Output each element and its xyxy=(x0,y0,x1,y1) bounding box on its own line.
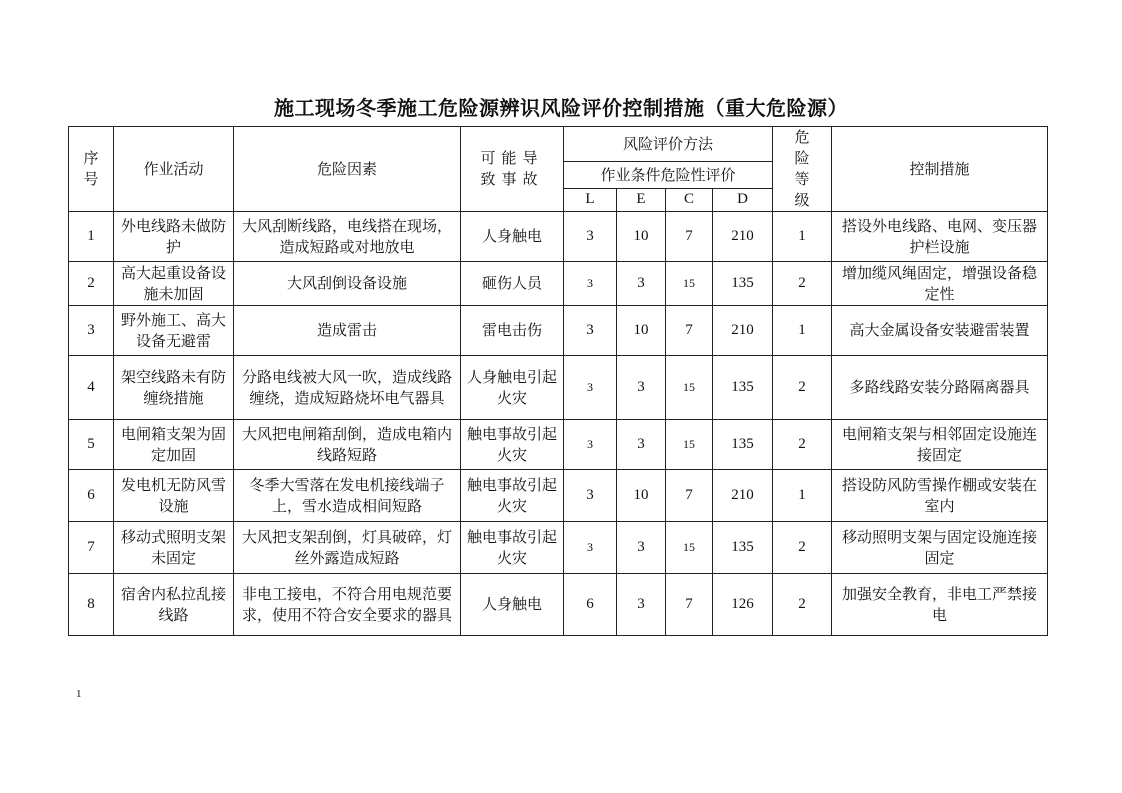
cell-accident: 人身触电 xyxy=(461,574,564,636)
cell-measure: 搭设防风防雪操作棚或安装在室内 xyxy=(832,470,1048,522)
cell-l: 3 xyxy=(564,522,617,574)
header-method: 风险评价方法 xyxy=(564,127,773,162)
cell-activity: 高大起重设备设施未加固 xyxy=(114,262,234,306)
header-accident: 可能导致事故 xyxy=(461,127,564,212)
cell-c: 15 xyxy=(666,356,713,420)
cell-level: 1 xyxy=(773,306,832,356)
cell-d: 210 xyxy=(713,306,773,356)
cell-d: 210 xyxy=(713,470,773,522)
cell-measure: 搭设外电线路、电网、变压器护栏设施 xyxy=(832,212,1048,262)
header-c: C xyxy=(666,188,713,211)
cell-c: 7 xyxy=(666,306,713,356)
cell-measure: 加强安全教育，非电工严禁接电 xyxy=(832,574,1048,636)
header-level: 危险等级 xyxy=(773,127,832,212)
cell-seq: 2 xyxy=(69,262,114,306)
cell-level: 1 xyxy=(773,212,832,262)
cell-l: 3 xyxy=(564,212,617,262)
hazard-table xyxy=(68,126,1048,636)
header-measure: 控制措施 xyxy=(832,127,1048,212)
cell-level: 2 xyxy=(773,356,832,420)
cell-l: 3 xyxy=(564,420,617,470)
cell-e: 10 xyxy=(617,306,666,356)
cell-activity: 野外施工、高大设备无避雷 xyxy=(114,306,234,356)
cell-c: 15 xyxy=(666,522,713,574)
cell-accident: 触电事故引起火灾 xyxy=(461,470,564,522)
cell-activity: 移动式照明支架未固定 xyxy=(114,522,234,574)
cell-d: 135 xyxy=(713,522,773,574)
cell-d: 126 xyxy=(713,574,773,636)
cell-activity: 外电线路未做防护 xyxy=(114,212,234,262)
cell-l: 3 xyxy=(564,356,617,420)
cell-accident: 砸伤人员 xyxy=(461,262,564,306)
cell-seq: 1 xyxy=(69,212,114,262)
cell-seq: 5 xyxy=(69,420,114,470)
cell-level: 1 xyxy=(773,470,832,522)
cell-accident: 触电事故引起火灾 xyxy=(461,420,564,470)
table-row xyxy=(69,262,1048,306)
cell-e: 3 xyxy=(617,420,666,470)
page-number: 1 xyxy=(76,688,82,700)
cell-factor: 非电工接电，不符合用电规范要求，使用不符合安全要求的器具 xyxy=(234,574,461,636)
table-row xyxy=(69,306,1048,356)
cell-factor: 大风刮倒设备设施 xyxy=(234,262,461,306)
cell-l: 3 xyxy=(564,306,617,356)
cell-c: 7 xyxy=(666,574,713,636)
cell-factor: 大风刮断线路，电线搭在现场，造成短路或对地放电 xyxy=(234,212,461,262)
cell-measure: 高大金属设备安装避雷装置 xyxy=(832,306,1048,356)
cell-accident: 人身触电引起火灾 xyxy=(461,356,564,420)
cell-d: 135 xyxy=(713,356,773,420)
cell-activity: 电闸箱支架为固定加固 xyxy=(114,420,234,470)
table-row xyxy=(69,420,1048,470)
cell-e: 3 xyxy=(617,522,666,574)
cell-l: 3 xyxy=(564,262,617,306)
header-d: D xyxy=(713,188,773,211)
cell-factor: 造成雷击 xyxy=(234,306,461,356)
table-row xyxy=(69,574,1048,636)
cell-e: 3 xyxy=(617,574,666,636)
cell-seq: 6 xyxy=(69,470,114,522)
cell-l: 3 xyxy=(564,470,617,522)
header-factor: 危险因素 xyxy=(234,127,461,212)
header-seq: 序号 xyxy=(69,127,114,212)
cell-c: 7 xyxy=(666,212,713,262)
cell-activity: 宿舍内私拉乱接线路 xyxy=(114,574,234,636)
cell-seq: 4 xyxy=(69,356,114,420)
cell-level: 2 xyxy=(773,574,832,636)
table-row xyxy=(69,212,1048,262)
cell-c: 15 xyxy=(666,262,713,306)
cell-d: 210 xyxy=(713,212,773,262)
table-row xyxy=(69,356,1048,420)
cell-accident: 触电事故引起火灾 xyxy=(461,522,564,574)
cell-activity: 发电机无防风雪设施 xyxy=(114,470,234,522)
cell-level: 2 xyxy=(773,262,832,306)
cell-measure: 增加缆风绳固定，增强设备稳定性 xyxy=(832,262,1048,306)
cell-level: 2 xyxy=(773,522,832,574)
cell-factor: 冬季大雪落在发电机接线端子上，雪水造成相间短路 xyxy=(234,470,461,522)
header-l: L xyxy=(564,188,617,211)
cell-c: 15 xyxy=(666,420,713,470)
table-row xyxy=(69,522,1048,574)
document-title: 施工现场冬季施工危险源辨识风险评价控制措施（重大危险源） xyxy=(274,96,848,120)
cell-seq: 3 xyxy=(69,306,114,356)
cell-seq: 7 xyxy=(69,522,114,574)
header-lec: 作业条件危险性评价 xyxy=(564,162,773,188)
cell-measure: 移动照明支架与固定设施连接固定 xyxy=(832,522,1048,574)
cell-factor: 大风把电闸箱刮倒，造成电箱内线路短路 xyxy=(234,420,461,470)
cell-d: 135 xyxy=(713,262,773,306)
cell-accident: 人身触电 xyxy=(461,212,564,262)
header-activity: 作业活动 xyxy=(114,127,234,212)
cell-measure: 电闸箱支架与相邻固定设施连接固定 xyxy=(832,420,1048,470)
cell-d: 135 xyxy=(713,420,773,470)
cell-e: 10 xyxy=(617,470,666,522)
cell-l: 6 xyxy=(564,574,617,636)
cell-activity: 架空线路未有防缠绕措施 xyxy=(114,356,234,420)
cell-factor: 分路电线被大风一吹，造成线路缠绕，造成短路烧坏电气器具 xyxy=(234,356,461,420)
cell-c: 7 xyxy=(666,470,713,522)
cell-e: 3 xyxy=(617,356,666,420)
cell-seq: 8 xyxy=(69,574,114,636)
table-row xyxy=(69,470,1048,522)
cell-e: 10 xyxy=(617,212,666,262)
cell-level: 2 xyxy=(773,420,832,470)
header-e: E xyxy=(617,188,666,211)
cell-factor: 大风把支架刮倒，灯具破碎，灯丝外露造成短路 xyxy=(234,522,461,574)
cell-accident: 雷电击伤 xyxy=(461,306,564,356)
cell-measure: 多路线路安装分路隔离器具 xyxy=(832,356,1048,420)
cell-e: 3 xyxy=(617,262,666,306)
